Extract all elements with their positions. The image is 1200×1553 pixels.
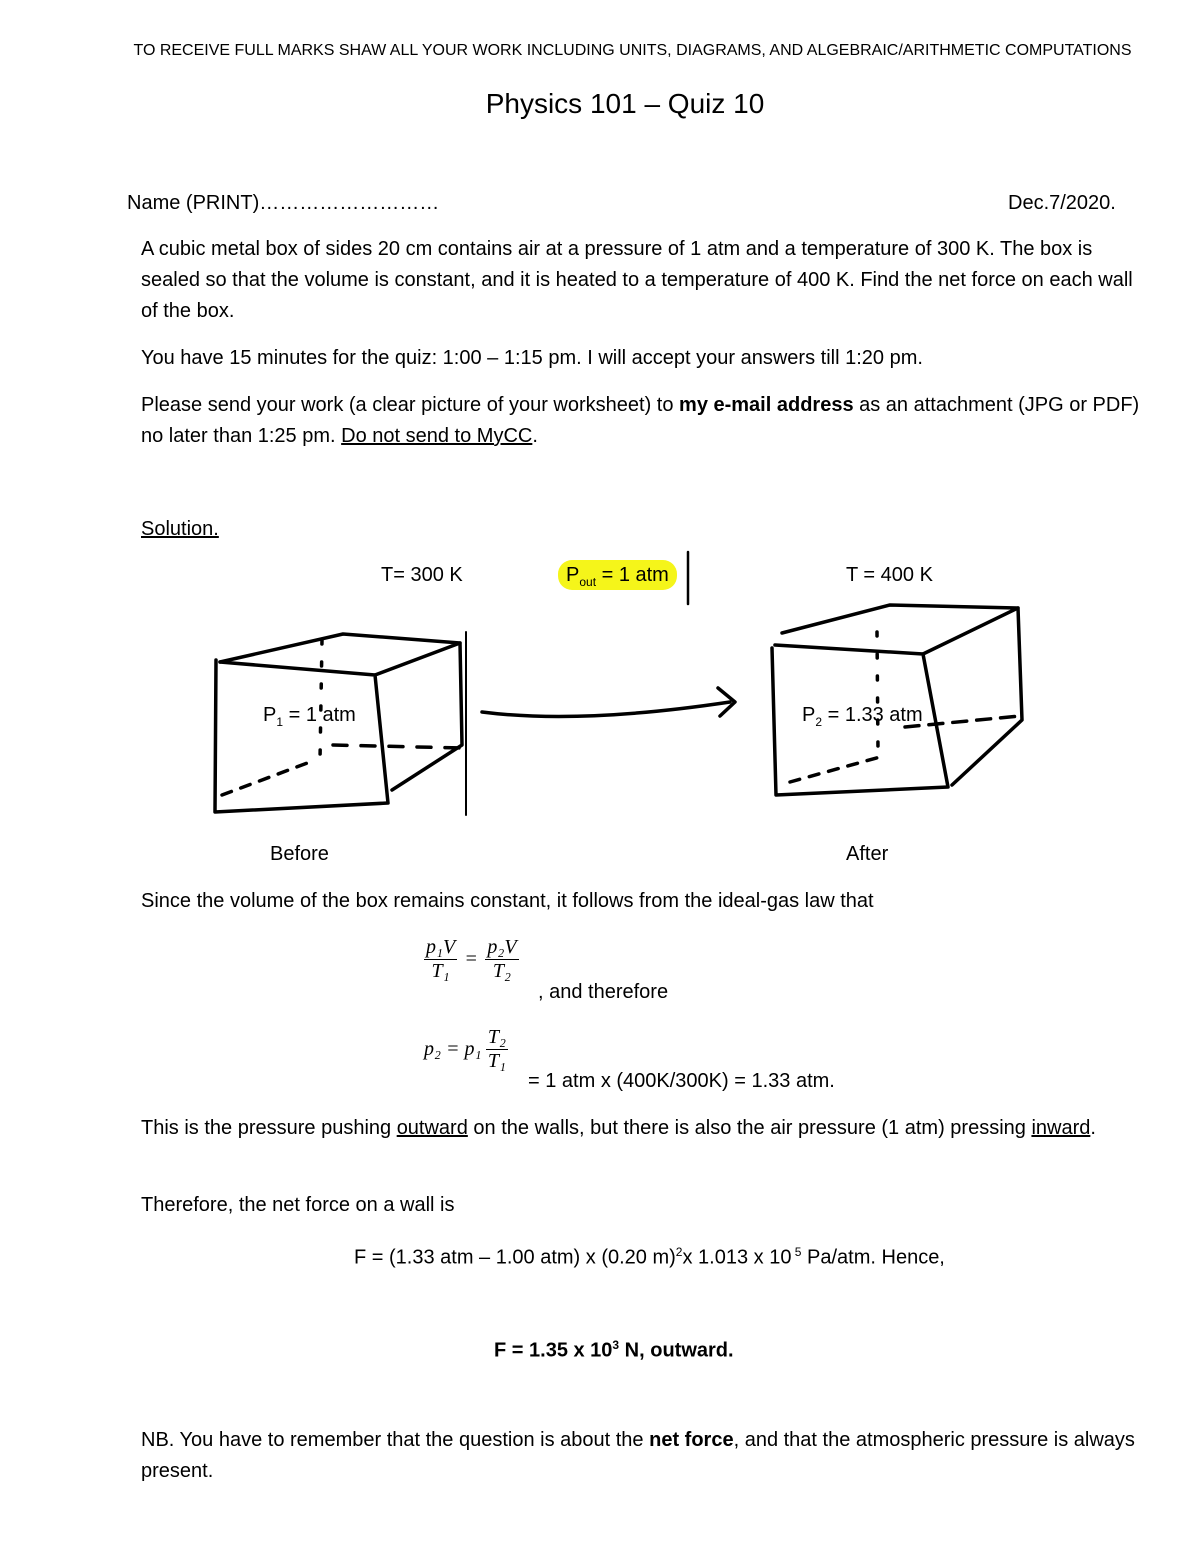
net-force-phrase: net force [649,1429,734,1451]
p1-subscript: 1 [276,715,284,729]
marks-instruction: TO RECEIVE FULL MARKS SHAW ALL YOUR WORK INCLUDING UNITS, DIAGRAMS, AND ALGEBRAIC/ARITHMETIC COMPUTATIONS [133,42,1132,59]
page-title: Physics 101 – Quiz 10 [485,88,765,119]
process-arrow-shaft [482,702,730,717]
before-cube-top [220,634,460,675]
p2-symbol: P [802,704,816,726]
quiz-date: Dec.7/2020. [1008,192,1116,214]
eq1-right-fraction [485,936,518,983]
eq1-left-denominator: T₁ [431,960,450,982]
answer-part-a: F = 1.35 x 10 [494,1339,613,1362]
outward-text-mid: on the walls, but there is also the air pressure (1 atm) pressing [467,1117,1032,1139]
eq1-suffix: , and therefore [538,981,669,1003]
eq2-left-side: p₂ = p₁ [424,1038,482,1060]
temperature-after-label: T = 400 K [846,564,933,586]
before-cube-hidden-vertical [320,640,322,760]
time-instruction: You have 15 minutes for the quiz: 1:00 – 1:15 pm. I will accept your answers till 1:20 pm. [141,347,923,369]
before-cube-hidden-bottom [222,762,310,795]
eq1-left-numerator: p₁V [426,936,456,958]
eq1-equals-sign: = [465,948,477,970]
force-eq-exponent: 5 [791,1245,802,1259]
before-cube-hidden-back [333,745,462,748]
name-field-label: Name (PRINT)……………………… [127,192,440,214]
eq1-right-numerator: p₂V [487,936,517,958]
do-not-send-warning: Do not send to MyCC [341,425,533,447]
email-address-phrase: my e-mail address [679,394,854,416]
eq2-fraction [486,1026,508,1073]
force-eq-part-a: F = (1.33 atm – 1.00 atm) x (0.20 m) [354,1246,676,1269]
equation-two [424,1026,508,1073]
pressure-after-label [802,704,923,729]
nb-note [141,1425,1151,1487]
eq2-denominator: T₁ [487,1050,506,1072]
force-eq-square: 2 [675,1245,683,1259]
submission-text-end: . [532,425,538,447]
net-force-intro: Therefore, the net force on a wall is [141,1194,455,1216]
p2-subscript: 2 [815,715,823,729]
p-out-subscript: out [579,575,597,589]
p-out-value: = 1 atm [596,564,669,586]
eq2-result: = 1 atm x (400K/300K) = 1.33 atm. [528,1070,835,1092]
equation-one [424,936,519,983]
force-eq-part-b: x 1.013 x 10 [682,1246,792,1269]
solution-heading: Solution. [141,518,219,540]
ideal-gas-law-intro: Since the volume of the box remains constant, it follows from the ideal-gas law that [141,890,874,912]
p1-symbol: P [263,704,277,726]
submission-text-mid: as an attachment (JPG or PDF) no later than 1:25 pm. [141,394,1140,447]
p-out-symbol: P [566,564,580,586]
pressure-before-label [263,704,356,729]
final-answer [494,1330,734,1367]
outward-text-start: This is the pressure pushing [141,1117,397,1139]
p2-value: = 1.33 atm [822,704,923,726]
outside-pressure-label [558,564,677,589]
p1-value: = 1 atm [283,704,356,726]
submission-text-start: Please send your work (a clear picture of your worksheet) to [141,394,680,416]
eq1-left-fraction [424,936,457,983]
after-caption: After [846,843,889,865]
eq1-right-denominator: T₂ [492,960,511,982]
outward-word: outward [396,1117,468,1139]
force-eq-part-c: Pa/atm. Hence, [801,1246,945,1269]
before-caption: Before [270,843,329,865]
nb-text-start: NB. You have to remember that the question is about the [141,1429,650,1451]
question-text: A cubic metal box of sides 20 cm contains air at a pressure of 1 atm and a temperature of 300 K. The box is sealed so that the volume is constant, and it is heated to a temperature of 400 K. Find the net force on each wall of the box. [141,238,1133,322]
eq2-numerator: T₂ [487,1026,506,1048]
temperature-before-label: T= 300 K [381,564,463,586]
force-equation [354,1237,945,1274]
after-cube-hidden-bottom [790,757,880,782]
answer-exponent: 3 [612,1338,620,1352]
inward-text-end: . [1090,1117,1096,1139]
answer-part-b: N, outward. [619,1339,734,1362]
inward-word: inward [1031,1117,1091,1139]
nb-text-end: , and that the atmospheric pressure is always present. [141,1429,1135,1482]
pressure-explanation [141,1113,1151,1144]
